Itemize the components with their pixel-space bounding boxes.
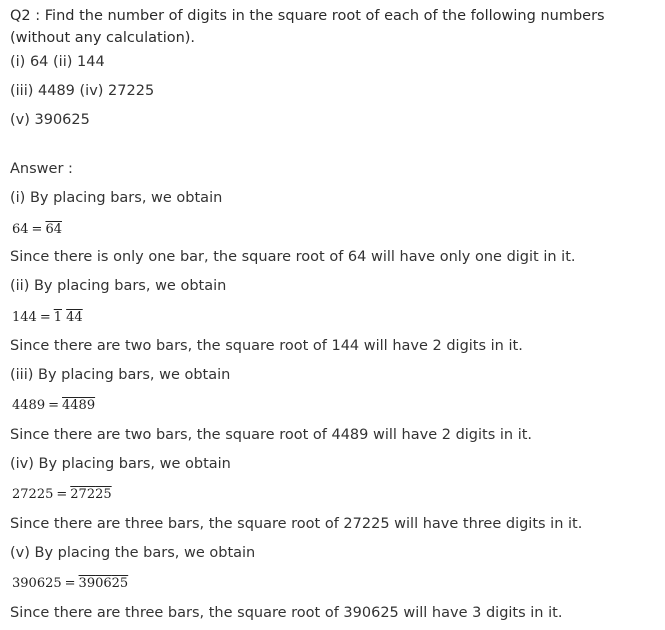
question-body: Find the number of digits in the square root of each of the following numbers (without any calculation). bbox=[10, 8, 605, 46]
part-4-group-2: 72 bbox=[78, 487, 96, 502]
answer-label: Answer : bbox=[10, 161, 73, 177]
part-2-group-1: 1 bbox=[53, 310, 63, 325]
part-5-group-3: 25 bbox=[111, 576, 129, 591]
question-option-3: (v) 390625 bbox=[10, 112, 90, 128]
part-1-equation: 64 = 64 bbox=[12, 222, 62, 237]
part-3-group-1: 44 bbox=[62, 398, 79, 413]
part-1-number: 64 bbox=[12, 222, 29, 237]
question-label: Q2 : bbox=[10, 8, 41, 24]
part-2-equation: 144 = 1 44 bbox=[12, 310, 83, 325]
part-5-number: 390625 bbox=[12, 576, 62, 591]
part-4-group-1: 2 bbox=[70, 487, 79, 502]
part-4-number: 27225 bbox=[12, 487, 54, 502]
part-3-equation: 4489 = 4489 bbox=[12, 398, 96, 413]
part-3-conclusion: Since there are two bars, the square root of 4489 will have 2 digits in it. bbox=[10, 427, 533, 443]
question-text bbox=[10, 5, 660, 49]
question-option-2: (iii) 4489 (iv) 27225 bbox=[10, 83, 155, 99]
part-5-group-1: 39 bbox=[78, 576, 96, 591]
part-1-intro: (i) By placing bars, we obtain bbox=[10, 190, 223, 206]
part-1-conclusion: Since there is only one bar, the square root of 64 will have only one digit in it. bbox=[10, 249, 576, 265]
part-4-group-3: 25 bbox=[95, 487, 112, 502]
question-option-1: (i) 64 (ii) 144 bbox=[10, 54, 105, 70]
part-5-group-2: 06 bbox=[95, 576, 112, 591]
part-3-intro: (iii) By placing bars, we obtain bbox=[10, 367, 231, 383]
part-2-number: 144 bbox=[12, 310, 37, 325]
part-3-number: 4489 bbox=[12, 398, 46, 413]
part-3-group-2: 89 bbox=[78, 398, 96, 413]
part-2-group-2: 44 bbox=[66, 310, 83, 325]
part-5-conclusion: Since there are three bars, the square root of 390625 will have 3 digits in it. bbox=[10, 605, 563, 621]
part-5-equation: 390625 = 390625 bbox=[12, 576, 129, 591]
part-4-conclusion: Since there are three bars, the square root of 27225 will have three digits in it. bbox=[10, 516, 583, 532]
part-4-equation: 27225 = 27225 bbox=[12, 487, 112, 502]
part-5-intro: (v) By placing the bars, we obtain bbox=[10, 545, 256, 561]
part-4-intro: (iv) By placing bars, we obtain bbox=[10, 456, 231, 472]
part-1-group-1: 64 bbox=[45, 222, 62, 237]
part-2-intro: (ii) By placing bars, we obtain bbox=[10, 278, 227, 294]
part-2-conclusion: Since there are two bars, the square root of 144 will have 2 digits in it. bbox=[10, 338, 523, 354]
